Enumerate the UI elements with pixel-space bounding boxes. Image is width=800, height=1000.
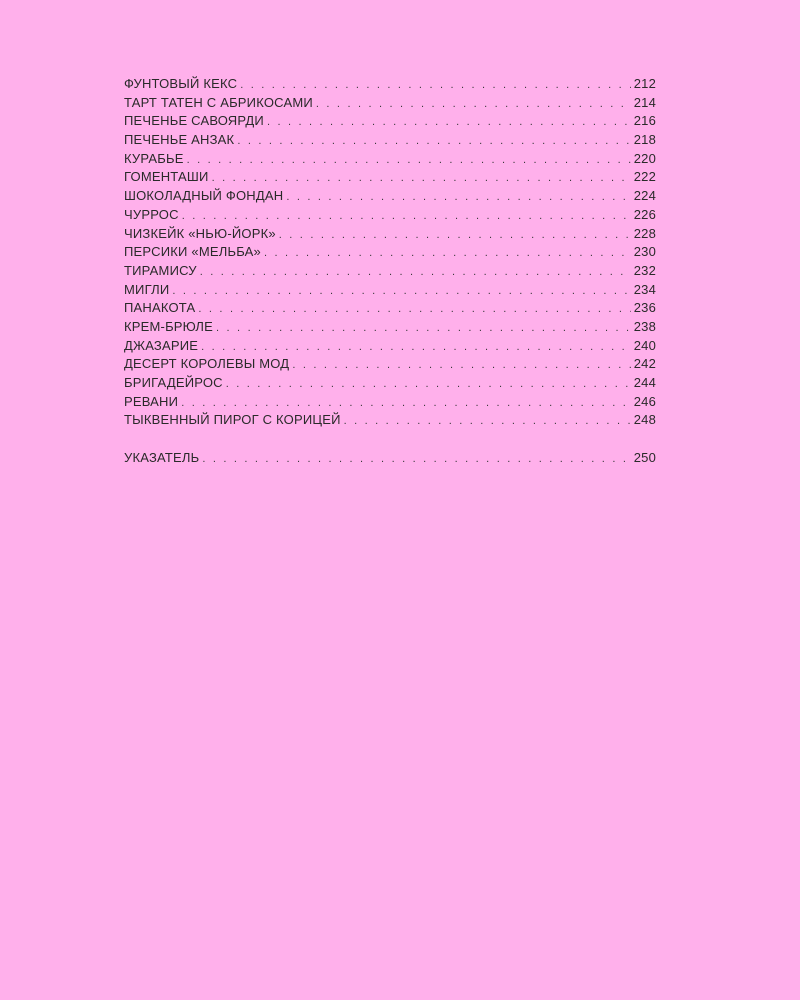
toc-entry-tiramisu[interactable] bbox=[124, 263, 656, 282]
toc-entry-title: ДЕСЕРТ КОРОЛЕВЫ МОД bbox=[124, 356, 290, 372]
toc-entry-page: 226 bbox=[633, 206, 656, 222]
toc-entry-revani[interactable] bbox=[124, 394, 656, 413]
toc-entry-title: БРИГАДЕЙРОС bbox=[124, 375, 223, 390]
toc-entry-page: 240 bbox=[633, 337, 656, 353]
toc-entry-title: ТИРАМИСУ bbox=[124, 262, 197, 278]
toc-entry-peach-melba[interactable] bbox=[124, 244, 656, 263]
toc-entry-page: 230 bbox=[633, 244, 656, 260]
toc-entry-title: ПАНАКОТА bbox=[124, 300, 196, 316]
toc-dot-leader bbox=[264, 247, 631, 259]
toc-entry-page: 242 bbox=[633, 356, 656, 372]
toc-dot-leader bbox=[198, 303, 630, 315]
toc-entry-churros[interactable] bbox=[124, 207, 656, 226]
toc-dot-leader bbox=[316, 98, 631, 110]
toc-dot-leader bbox=[172, 285, 630, 297]
toc-entry-title: ФУНТОВЫЙ КЕКС bbox=[124, 76, 238, 91]
toc-entry-title: МИГЛИ bbox=[124, 281, 170, 297]
toc-entry-title: ГОМЕНТАШИ bbox=[124, 169, 209, 185]
toc-entry-title: ПЕРСИКИ «МЕЛЬБА» bbox=[124, 244, 261, 260]
toc-entry-page: 220 bbox=[633, 150, 656, 166]
toc-entry-page: 212 bbox=[633, 76, 656, 91]
toc-entry-title: ПЕЧЕНЬЕ САВОЯРДИ bbox=[124, 113, 264, 129]
toc-entry-title: УКАЗАТЕЛЬ bbox=[124, 450, 200, 466]
toc-entry-title: ТЫКВЕННЫЙ ПИРОГ С КОРИЦЕЙ bbox=[124, 412, 341, 428]
toc-entry-title: ДЖАЗАРИЕ bbox=[124, 337, 199, 353]
toc-entry-title: ТАРТ ТАТЕН С АБРИКОСАМИ bbox=[124, 94, 313, 110]
toc-entry-creme-brulee[interactable] bbox=[124, 319, 656, 338]
toc-dot-leader bbox=[187, 154, 631, 166]
toc-entry-page: 228 bbox=[633, 225, 656, 241]
toc-entry-savoiardi[interactable] bbox=[124, 113, 656, 132]
toc-entry-page: 224 bbox=[633, 188, 656, 204]
toc-dot-leader bbox=[292, 359, 630, 371]
toc-entry-queen-maud-dessert[interactable] bbox=[124, 356, 656, 375]
toc-dot-leader bbox=[202, 453, 630, 465]
toc-entry-page: 246 bbox=[633, 393, 656, 409]
toc-dot-leader bbox=[237, 135, 630, 147]
toc-dot-leader bbox=[279, 229, 631, 241]
toc-entry-panna-cotta[interactable] bbox=[124, 300, 656, 319]
toc-entry-pumpkin-pie[interactable] bbox=[124, 412, 656, 431]
toc-dot-leader bbox=[181, 397, 631, 409]
toc-dot-leader bbox=[226, 378, 631, 390]
toc-entry-page: 216 bbox=[633, 113, 656, 129]
toc-entry-page: 218 bbox=[633, 132, 656, 148]
toc-entry-page: 236 bbox=[633, 300, 656, 316]
toc-entry-pound-cake[interactable] bbox=[124, 76, 656, 95]
toc-entry-title: КРЕМ-БРЮЛЕ bbox=[124, 318, 214, 334]
toc-entry-title: ЧУРРОС bbox=[124, 206, 179, 222]
toc-entry-anzac[interactable] bbox=[124, 132, 656, 151]
toc-entry-page: 248 bbox=[633, 412, 656, 428]
toc-entry-page: 222 bbox=[633, 169, 656, 185]
toc-dot-leader bbox=[267, 116, 631, 128]
toc-spacer bbox=[124, 431, 656, 450]
toc-entry-page: 250 bbox=[633, 450, 656, 466]
toc-entry-page: 214 bbox=[633, 94, 656, 110]
toc-entry-migli[interactable] bbox=[124, 282, 656, 301]
toc-dot-leader bbox=[216, 322, 631, 334]
toc-dot-leader bbox=[344, 415, 631, 427]
toc-dot-leader bbox=[286, 191, 630, 203]
toc-dot-leader bbox=[240, 79, 630, 91]
toc-entry-page: 232 bbox=[633, 262, 656, 278]
toc-dot-leader bbox=[201, 341, 631, 353]
toc-entry-page: 238 bbox=[633, 318, 656, 334]
toc-entry-index[interactable] bbox=[124, 450, 656, 469]
toc-entry-cheesecake[interactable] bbox=[124, 226, 656, 245]
toc-entry-title: ЧИЗКЕЙК «НЬЮ-ЙОРК» bbox=[124, 225, 276, 241]
toc-entry-kurabye[interactable] bbox=[124, 151, 656, 170]
toc-dot-leader bbox=[212, 172, 631, 184]
toc-entry-title: ШОКОЛАДНЫЙ ФОНДАН bbox=[124, 188, 284, 204]
toc-entry-title: РЕВАНИ bbox=[124, 393, 179, 409]
toc-entry-hamantash[interactable] bbox=[124, 169, 656, 188]
toc-entry-page: 234 bbox=[633, 281, 656, 297]
toc-entry-title: КУРАБЬЕ bbox=[124, 150, 184, 166]
toc-entry-title: ПЕЧЕНЬЕ АНЗАК bbox=[124, 132, 235, 148]
toc-dot-leader bbox=[200, 266, 631, 278]
toc-entry-jezerije[interactable] bbox=[124, 338, 656, 357]
toc-entry-page: 244 bbox=[633, 375, 656, 390]
toc-dot-leader bbox=[182, 210, 631, 222]
toc-entry-brigadeiros[interactable] bbox=[124, 375, 656, 394]
toc-entry-tarte-tatin[interactable] bbox=[124, 95, 656, 114]
table-of-contents bbox=[124, 76, 656, 469]
toc-entry-fondant[interactable] bbox=[124, 188, 656, 207]
